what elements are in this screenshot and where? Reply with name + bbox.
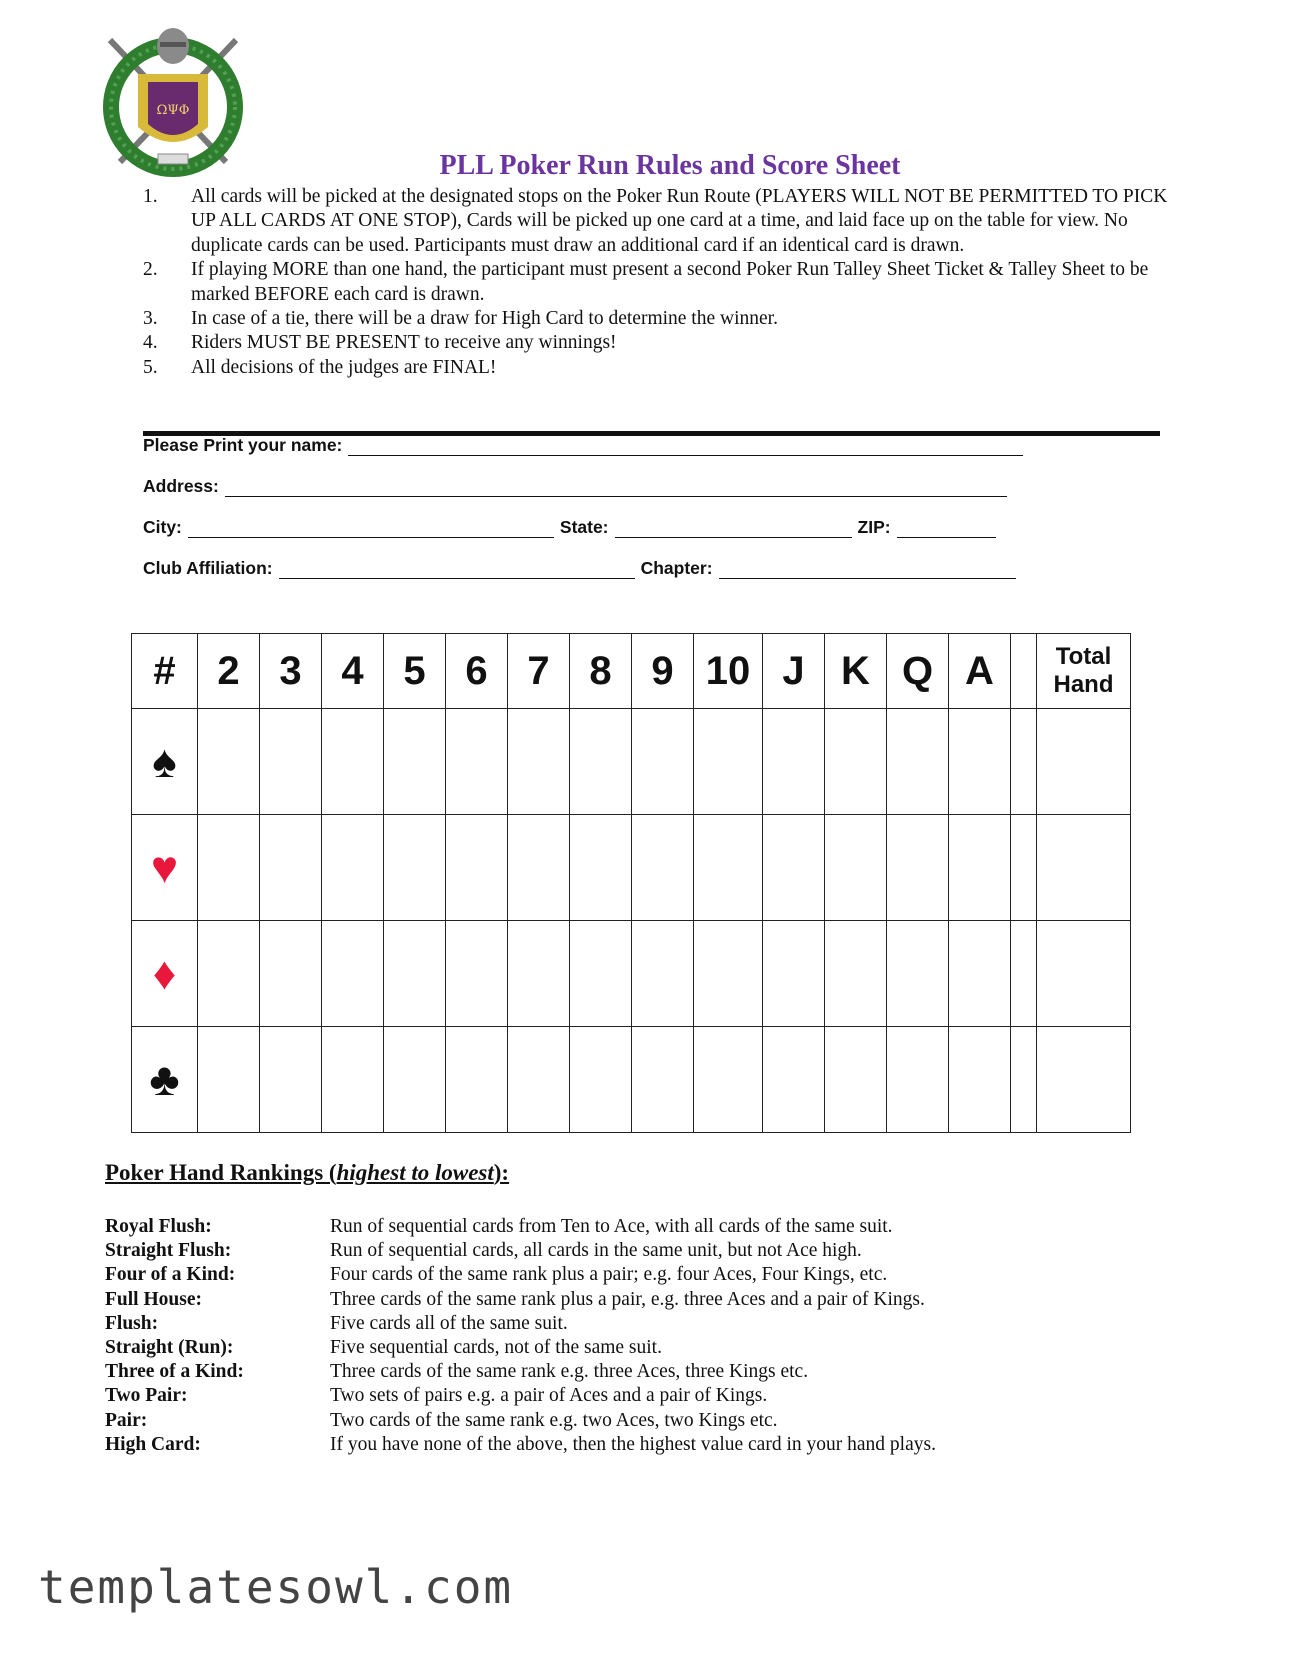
score-cell[interactable] — [825, 815, 887, 921]
rule-number: 1. — [143, 186, 158, 207]
rank-header: 9 — [632, 634, 694, 709]
score-cell[interactable] — [825, 709, 887, 815]
score-cell[interactable] — [198, 921, 260, 1027]
rank-header: 2 — [198, 634, 260, 709]
score-cell[interactable] — [887, 815, 949, 921]
score-cell[interactable] — [632, 1027, 694, 1133]
rank-header: 8 — [570, 634, 632, 709]
address-field[interactable] — [225, 478, 1007, 497]
club-field[interactable] — [279, 560, 635, 579]
score-cell[interactable] — [632, 815, 694, 921]
crest-letters: ΩΨΦ — [156, 103, 190, 118]
score-cell[interactable] — [694, 921, 763, 1027]
name-label: Please Print your name: — [143, 435, 343, 455]
score-cell[interactable] — [763, 709, 825, 815]
clubs-icon: ♣ — [132, 1027, 198, 1133]
ranking-description: Run of sequential cards from Ten to Ace, with all cards of the same suit. — [330, 1216, 893, 1237]
name-field[interactable] — [348, 437, 1023, 456]
ranking-row — [105, 1384, 936, 1408]
score-cell[interactable] — [949, 709, 1011, 815]
score-cell[interactable] — [887, 1027, 949, 1133]
suit-row-spades — [132, 709, 1131, 815]
score-cell[interactable] — [260, 921, 322, 1027]
ranking-name: Flush: — [105, 1312, 159, 1334]
total-hand-header — [1037, 634, 1131, 709]
rank-header: 10 — [694, 634, 763, 709]
score-cell[interactable] — [198, 815, 260, 921]
ranking-name: High Card: — [105, 1433, 201, 1455]
score-cell[interactable] — [887, 921, 949, 1027]
ranking-row — [105, 1215, 936, 1239]
ranking-description: Four cards of the same rank plus a pair; e.g. four Aces, Four Kings, etc. — [330, 1264, 888, 1286]
rule-item — [143, 356, 1173, 380]
rule-text: In case of a tie, there will be a draw for High Card to determine the winner. — [191, 308, 778, 330]
ranking-description: Two sets of pairs e.g. a pair of Aces and a pair of Kings. — [330, 1385, 768, 1407]
score-cell[interactable] — [763, 921, 825, 1027]
score-cell[interactable] — [446, 921, 508, 1027]
ranking-description: Three cards of the same rank e.g. three Aces, three Kings etc. — [330, 1361, 809, 1383]
name-field-row — [143, 435, 1029, 456]
rank-header: Q — [887, 634, 949, 709]
score-cell[interactable] — [260, 1027, 322, 1133]
rank-header: 3 — [260, 634, 322, 709]
score-cell[interactable] — [260, 815, 322, 921]
score-cell[interactable] — [570, 815, 632, 921]
ranking-name: Two Pair: — [105, 1385, 188, 1407]
city-label: City: — [143, 517, 182, 537]
rankings-title-end: ): — [493, 1160, 510, 1185]
score-cell[interactable] — [570, 921, 632, 1027]
zip-field[interactable] — [897, 519, 996, 538]
grid-header-row — [132, 634, 1131, 709]
rule-item — [143, 185, 1173, 258]
spacer-cell — [1011, 815, 1037, 921]
club-label: Club Affiliation: — [143, 558, 273, 578]
chapter-field[interactable] — [719, 560, 1016, 579]
score-cell[interactable] — [384, 815, 446, 921]
score-cell[interactable] — [322, 921, 384, 1027]
score-cell[interactable] — [198, 709, 260, 815]
score-cell[interactable] — [322, 815, 384, 921]
score-grid — [131, 633, 1131, 1133]
grid-corner-header: # — [132, 634, 198, 709]
state-field[interactable] — [615, 519, 852, 538]
total-hand-cell[interactable] — [1037, 709, 1131, 815]
zip-label: ZIP: — [857, 517, 891, 537]
rankings-list — [105, 1215, 936, 1457]
spacer-cell — [1011, 709, 1037, 815]
ranking-description: Two cards of the same rank e.g. two Aces, two Kings etc. — [330, 1409, 778, 1431]
score-cell[interactable] — [384, 921, 446, 1027]
score-cell[interactable] — [825, 1027, 887, 1133]
score-cell[interactable] — [446, 1027, 508, 1133]
suit-row-hearts — [132, 815, 1131, 921]
ranking-description: Five sequential cards, not of the same suit. — [330, 1337, 662, 1359]
ranking-name: Royal Flush: — [105, 1216, 212, 1237]
score-cell[interactable] — [260, 709, 322, 815]
rank-header: K — [825, 634, 887, 709]
rank-header: 7 — [508, 634, 570, 709]
address-field-row — [143, 476, 1013, 497]
total-hand-cell[interactable] — [1037, 815, 1131, 921]
ranking-name: Four of a Kind: — [105, 1264, 236, 1286]
suit-row-diamonds — [132, 921, 1131, 1027]
score-cell[interactable] — [949, 815, 1011, 921]
rankings-title — [105, 1160, 509, 1186]
score-cell[interactable] — [949, 1027, 1011, 1133]
ranking-row — [105, 1263, 936, 1287]
total-hand-cell[interactable] — [1037, 1027, 1131, 1133]
score-cell[interactable] — [508, 921, 570, 1027]
rule-item — [143, 331, 1173, 355]
diamonds-icon: ♦ — [132, 921, 198, 1027]
spades-icon: ♠ — [132, 709, 198, 815]
ranking-description: Five cards all of the same suit. — [330, 1312, 568, 1334]
rank-header: 4 — [322, 634, 384, 709]
rank-header: 5 — [384, 634, 446, 709]
score-cell[interactable] — [694, 1027, 763, 1133]
score-cell[interactable] — [632, 709, 694, 815]
rule-item — [143, 307, 1173, 331]
score-cell[interactable] — [384, 709, 446, 815]
score-cell[interactable] — [694, 709, 763, 815]
hand-label: Hand — [1053, 671, 1114, 698]
ranking-name: Three of a Kind: — [105, 1361, 244, 1383]
ranking-description: Three cards of the same rank plus a pair, e.g. three Aces and a pair of Kings. — [330, 1288, 925, 1310]
score-cell[interactable] — [446, 815, 508, 921]
score-cell[interactable] — [322, 709, 384, 815]
rule-number: 5. — [143, 356, 158, 378]
rules-list — [143, 185, 1173, 380]
rule-number: 4. — [143, 332, 158, 354]
rule-number: 2. — [143, 259, 158, 281]
score-cell[interactable] — [322, 1027, 384, 1133]
suit-row-clubs — [132, 1027, 1131, 1133]
score-cell[interactable] — [763, 1027, 825, 1133]
ranking-row — [105, 1288, 936, 1312]
rule-text: Riders MUST BE PRESENT to receive any winnings! — [191, 332, 617, 354]
rankings-title-italic: highest to lowest — [336, 1160, 494, 1185]
score-cell[interactable] — [694, 815, 763, 921]
state-label: State: — [559, 517, 609, 537]
score-cell[interactable] — [508, 1027, 570, 1133]
score-cell[interactable] — [570, 709, 632, 815]
score-cell[interactable] — [763, 815, 825, 921]
score-cell[interactable] — [570, 1027, 632, 1133]
city-state-zip-row — [143, 517, 1002, 538]
ranking-name: Full House: — [105, 1288, 202, 1310]
ranking-row — [105, 1360, 936, 1384]
city-field[interactable] — [188, 519, 554, 538]
score-cell[interactable] — [887, 709, 949, 815]
rule-number: 3. — [143, 308, 158, 330]
score-cell[interactable] — [198, 1027, 260, 1133]
score-cell[interactable] — [446, 709, 508, 815]
ranking-row — [105, 1312, 936, 1336]
ranking-row — [105, 1409, 936, 1433]
rankings-title-text: Poker Hand Rankings ( — [105, 1160, 337, 1185]
ranking-row — [105, 1239, 936, 1263]
rank-header: A — [949, 634, 1011, 709]
score-cell[interactable] — [632, 921, 694, 1027]
score-cell[interactable] — [508, 709, 570, 815]
ranking-name: Straight (Run): — [105, 1337, 234, 1359]
total-label: Total — [1055, 643, 1112, 670]
rank-header: 6 — [446, 634, 508, 709]
club-chapter-row — [143, 558, 1022, 579]
rule-item — [143, 258, 1173, 307]
total-hand-cell[interactable] — [1037, 921, 1131, 1027]
spacer-header — [1011, 634, 1037, 709]
rule-text: All cards will be picked at the designated stops on the Poker Run Route (PLAYERS WILL NOT BE PERMITTED TO PICK UP ALL CARDS AT ONE STOP), Cards will be picked up one card at a time, and laid face up on the table for view. No duplicate cards can be used. Participants must draw an additional card if an identical card is drawn. — [191, 186, 1168, 256]
rule-text: All decisions of the judges are FINAL! — [191, 356, 497, 378]
rule-text: If playing MORE than one hand, the participant must present a second Poker Run Talley Sheet Ticket & Talley Sheet to be marked BEFORE each card is drawn. — [191, 259, 1149, 305]
score-cell[interactable] — [384, 1027, 446, 1133]
rank-header: J — [763, 634, 825, 709]
spacer-cell — [1011, 1027, 1037, 1133]
ranking-description: Run of sequential cards, all cards in the same unit, but not Ace high. — [330, 1240, 862, 1262]
ranking-row — [105, 1336, 936, 1360]
score-cell[interactable] — [508, 815, 570, 921]
score-cell[interactable] — [825, 921, 887, 1027]
ranking-row — [105, 1433, 936, 1457]
watermark: templatesowl.com — [38, 1560, 514, 1614]
ranking-description: If you have none of the above, then the highest value card in your hand plays. — [330, 1433, 936, 1455]
chapter-label: Chapter: — [640, 558, 713, 578]
page-title: PLL Poker Run Rules and Score Sheet — [439, 150, 901, 181]
spacer-cell — [1011, 921, 1037, 1027]
address-label: Address: — [143, 476, 219, 496]
ranking-name: Straight Flush: — [105, 1240, 232, 1262]
ranking-name: Pair: — [105, 1409, 148, 1431]
score-cell[interactable] — [949, 921, 1011, 1027]
hearts-icon: ♥ — [132, 815, 198, 921]
